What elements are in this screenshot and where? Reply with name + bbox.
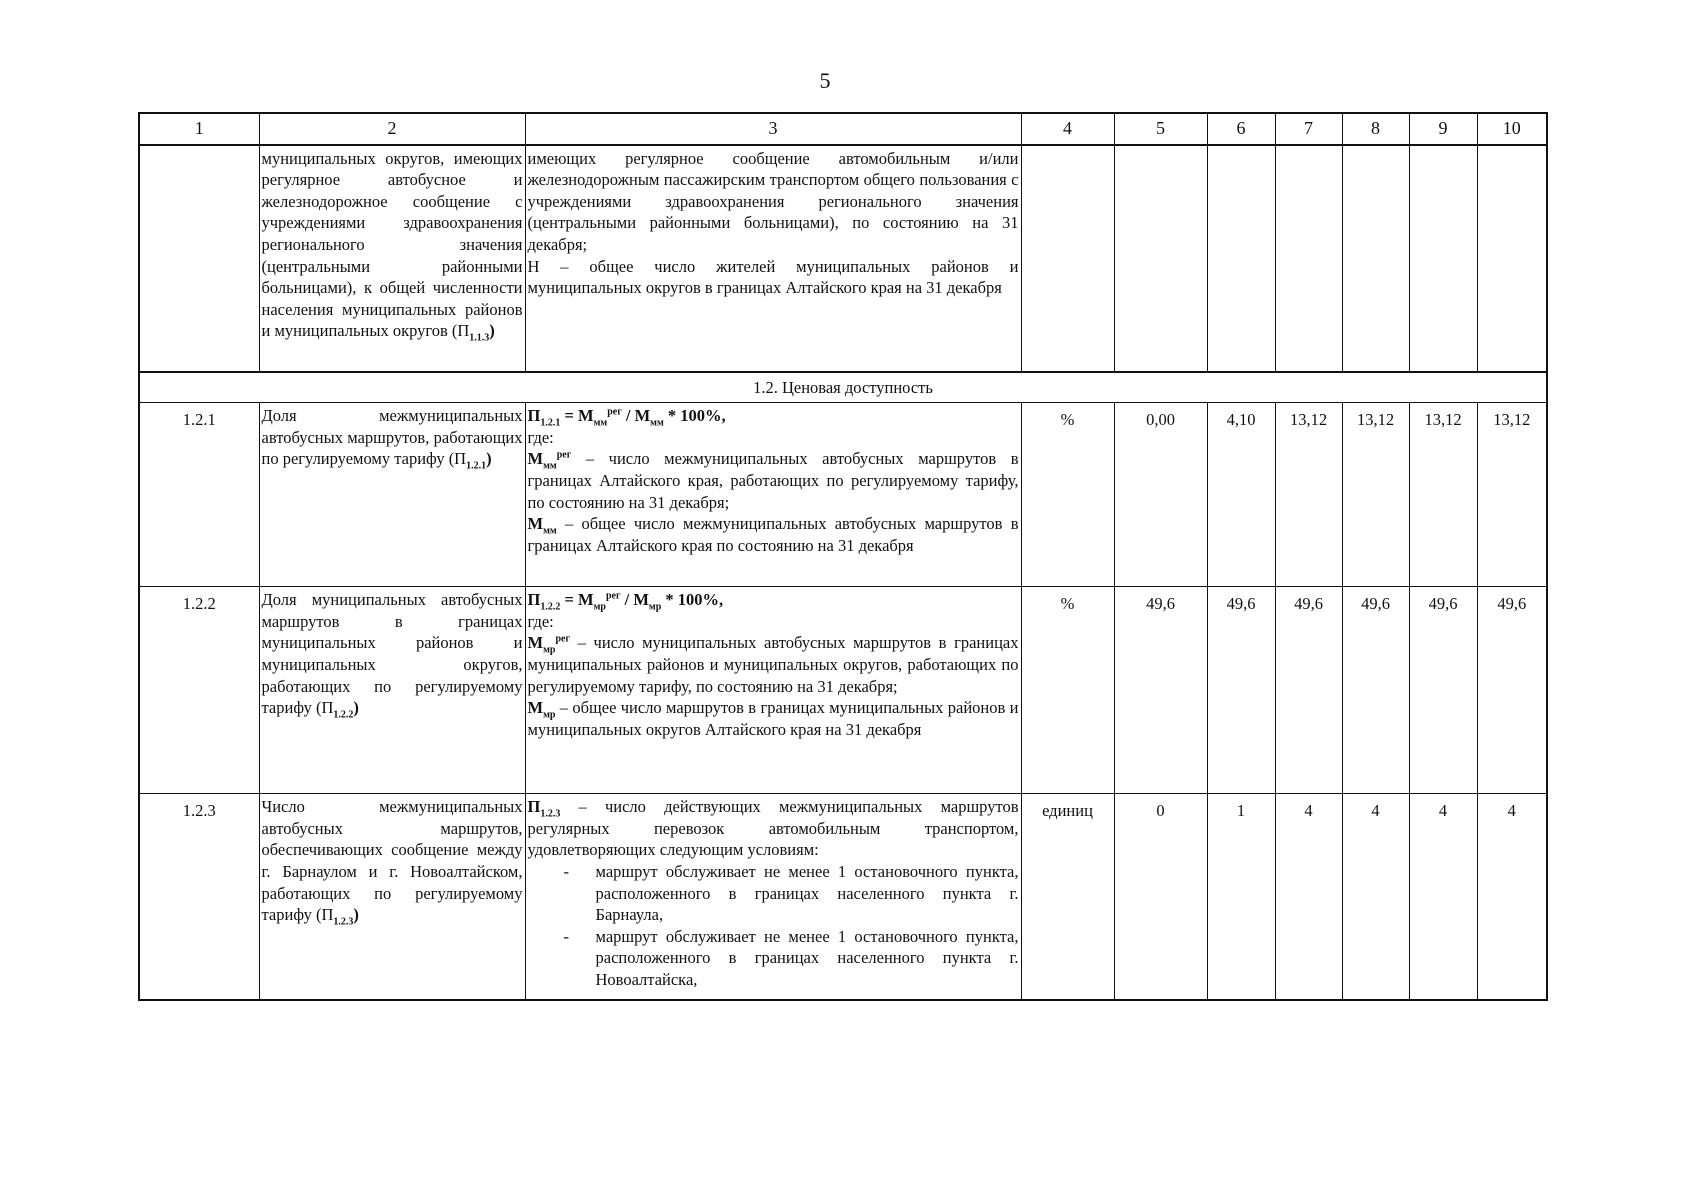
- paren: ): [353, 905, 359, 925]
- value-cell: 49,6: [1409, 587, 1477, 794]
- header-row: [139, 113, 1547, 145]
- paren: ): [489, 321, 495, 341]
- unit-cell: %: [1021, 587, 1114, 794]
- value-cell: 4: [1409, 794, 1477, 1000]
- num-cell: [139, 145, 259, 372]
- subscript: 1.2.3: [333, 916, 354, 928]
- value-cell: [1207, 145, 1275, 372]
- page-number: 5: [819, 68, 831, 93]
- indicator-name-cell: [259, 587, 525, 794]
- indicators-table: [138, 112, 1548, 1001]
- method-cell: [525, 145, 1021, 372]
- value-cell: 13,12: [1409, 403, 1477, 587]
- indicator-name-cell: [259, 145, 525, 372]
- header-cell: 7: [1275, 113, 1342, 145]
- value-cell: 4: [1342, 794, 1409, 1000]
- indicator-name: Доля муниципальных автобусных маршрутов в границах муниципальных районов и муниципальных округов, работающих по регулируемому тарифу (П: [261, 590, 523, 718]
- section-row: [139, 372, 1547, 403]
- formula: $П_{1.2.1} = М_{мм}^{рег} / М_{мм} * 100\%$,: [527, 406, 726, 429]
- list-item: - маршрут обслуживает не менее 1 остановочного пункта, расположенного в границах населенного пункта г. Новоалтайска,: [528, 926, 1019, 991]
- method-cell: [525, 587, 1021, 794]
- table-row: [139, 145, 1547, 372]
- unit-cell: единиц: [1021, 794, 1114, 1000]
- indicator-name-cell: [259, 403, 525, 587]
- header-cell: 1: [139, 113, 259, 145]
- value-cell: 13,12: [1275, 403, 1342, 587]
- header-cell: 6: [1207, 113, 1275, 145]
- method-text: имеющих регулярное сообщение автомобильным и/или железнодорожным пассажирским транспортом общего пользования с учреждениями здравоохранения регионального значения (центральными районными больницами), по состоянию на 31 декабря;: [527, 148, 1019, 254]
- value-cell: 4: [1275, 794, 1342, 1000]
- definition: $М_{мм}^{рег}$ – число межмуниципальных автобусных маршрутов в границах Алтайского края, работающих по регулируемому тарифу, по состоянию на 31 декабря;: [527, 449, 1019, 512]
- value-cell: 0: [1114, 794, 1207, 1000]
- indicator-name: муниципальных округов, имеющих регулярное автобусное и железнодорожное сообщение с учреждениями здравоохранения регионального значения (центральными районными больницами), к общей численности населения муниципальных районов и муниципальных округов (П: [261, 148, 523, 341]
- num-cell: 1.2.2: [139, 587, 259, 794]
- paren: ): [353, 698, 359, 718]
- value-cell: 49,6: [1342, 587, 1409, 794]
- value-cell: 49,6: [1207, 587, 1275, 794]
- header-cell: 4: [1021, 113, 1114, 145]
- header-cell: 8: [1342, 113, 1409, 145]
- indicator-name: Число межмуниципальных автобусных маршрутов, обеспечивающих сообщение между г. Барнаулом и г. Новоалтайском, работающих по регулируемому тарифу (П: [261, 797, 523, 925]
- subscript: 1.2.1: [466, 460, 487, 472]
- paren: ): [486, 449, 492, 469]
- header-cell: 2: [259, 113, 525, 145]
- definition: $М_{мр}^{рег}$ – число муниципальных автобусных маршрутов в границах муниципальных районов и муниципальных округов, работающих по регулируемому тарифу, по состоянию на 31 декабря;: [527, 633, 1019, 696]
- subscript: 1.1.3: [469, 332, 490, 344]
- value-cell: [1114, 145, 1207, 372]
- value-cell: 49,6: [1114, 587, 1207, 794]
- list-item: - маршрут обслуживает не менее 1 остановочного пункта, расположенного в границах населенного пункта г. Барнаула,: [528, 861, 1019, 926]
- definition: $М_{мр}$ – общее число маршрутов в границах муниципальных районов и муниципальных округов Алтайского края на 31 декабря: [527, 698, 1019, 739]
- table-row: [139, 794, 1547, 1000]
- value-cell: [1477, 145, 1547, 372]
- where-label: где:: [527, 611, 554, 631]
- header-cell: 10: [1477, 113, 1547, 145]
- header-cell: 9: [1409, 113, 1477, 145]
- value-cell: 49,6: [1275, 587, 1342, 794]
- value-cell: 0,00: [1114, 403, 1207, 587]
- definition: $П_{1.2.3}$ – число действующих межмуниципальных маршрутов регулярных перевозок автомобильным транспортом, удовлетворяющих следующим условиям:: [527, 797, 1019, 860]
- formula: $П_{1.2.2} = М_{мр}^{рег} / М_{мр} * 100\%$,: [527, 590, 724, 613]
- table-row: [139, 403, 1547, 587]
- unit-cell: [1021, 145, 1114, 372]
- num-cell: 1.2.3: [139, 794, 259, 1000]
- value-cell: [1342, 145, 1409, 372]
- header-cell: 5: [1114, 113, 1207, 145]
- value-cell: 13,12: [1342, 403, 1409, 587]
- unit-cell: %: [1021, 403, 1114, 587]
- value-cell: 13,12: [1477, 403, 1547, 587]
- value-cell: [1409, 145, 1477, 372]
- value-cell: 4: [1477, 794, 1547, 1000]
- where-label: где:: [527, 427, 554, 447]
- indicator-name: Доля межмуниципальных автобусных маршрутов, работающих по регулируемому тарифу (П: [261, 406, 523, 469]
- value-cell: 4,10: [1207, 403, 1275, 587]
- subscript: 1.2.2: [333, 709, 354, 721]
- conditions-list: [528, 861, 1019, 991]
- indicator-name-cell: [259, 794, 525, 1000]
- header-cell: 3: [525, 113, 1021, 145]
- method-text: Н – общее число жителей муниципальных районов и муниципальных округов в границах Алтайского края на 31 декабря: [527, 256, 1019, 298]
- method-cell: [525, 403, 1021, 587]
- section-title: 1.2. Ценовая доступность: [139, 372, 1547, 403]
- value-cell: 49,6: [1477, 587, 1547, 794]
- table-row: [139, 587, 1547, 794]
- definition: $М_{мм}$ – общее число межмуниципальных автобусных маршрутов в границах Алтайского края по состоянию на 31 декабря: [527, 514, 1019, 555]
- value-cell: 1: [1207, 794, 1275, 1000]
- method-cell: [525, 794, 1021, 1000]
- value-cell: [1275, 145, 1342, 372]
- num-cell: 1.2.1: [139, 403, 259, 587]
